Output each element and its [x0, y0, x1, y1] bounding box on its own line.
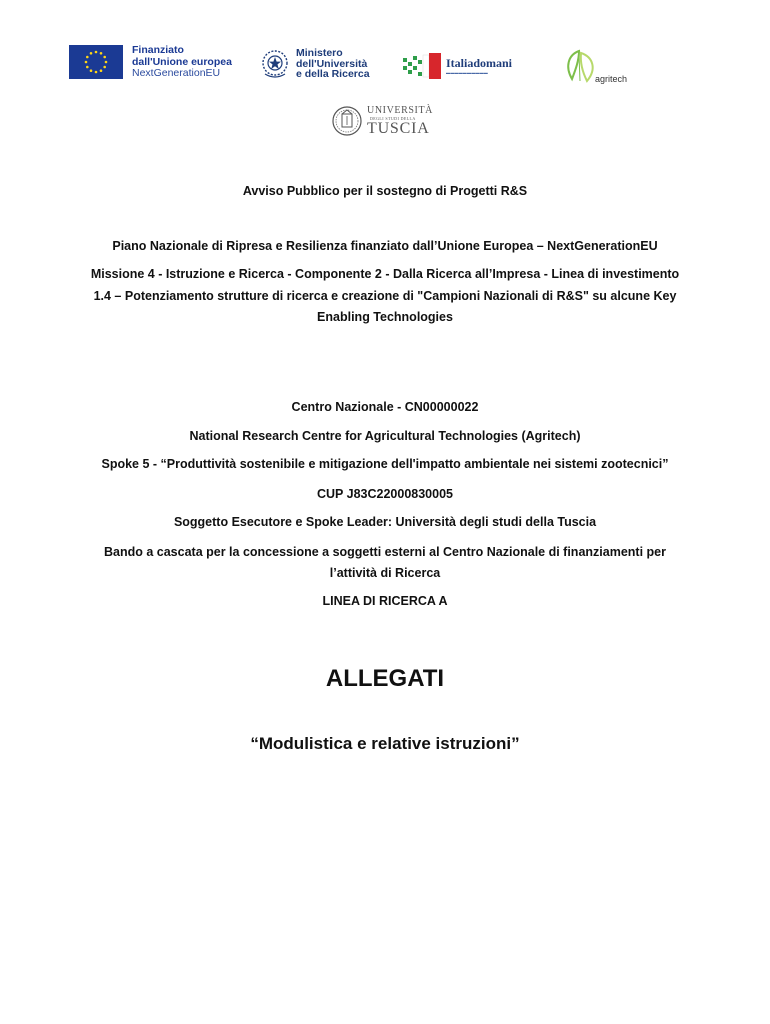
public-notice-title: Avviso Pubblico per il sostegno di Progetti R&S — [242, 184, 528, 198]
italiadomani-flag-icon — [402, 52, 442, 80]
university-logo-line3: TUSCIA — [367, 120, 430, 137]
ministry-logo-line1: Ministero — [296, 47, 343, 60]
executor-line: Soggetto Esecutore e Spoke Leader: Università degli studi della Tuscia — [173, 515, 597, 529]
mission-line-2: 1.4 – Potenziamento strutture di ricerca e creazione di "Campioni Nazionali di R&S" su alcune Key — [93, 289, 677, 303]
mission-line-1: Missione 4 - Istruzione e Ricerca - Componente 2 - Dalla Ricerca all’Impresa - Linea di investimento — [90, 267, 680, 281]
university-logo-line1: UNIVERSITÀ — [367, 105, 433, 116]
university-logo — [331, 104, 433, 138]
ministry-logo — [259, 47, 370, 81]
republic-emblem-icon — [259, 47, 291, 81]
eu-logo-line3: NextGenerationEU — [132, 67, 221, 79]
national-centre-line: Centro Nazionale - CN00000022 — [291, 400, 479, 414]
eu-logo-line1: Finanziato — [132, 44, 184, 56]
italiadomani-name: Italiadomani — [446, 56, 513, 70]
mission-line-3: Enabling Technologies — [317, 310, 453, 324]
italiadomani-logo — [402, 52, 512, 80]
call-line-2: l’attività di Ricerca — [329, 566, 441, 580]
eu-flag-icon — [69, 45, 123, 79]
attachments-subheading: “Modulistica e relative istruzioni” — [250, 734, 520, 753]
italiadomani-tagline-mark: ▬▬▬▬▬▬▬▬▬▬ — [446, 70, 488, 75]
attachments-heading: ALLEGATI — [325, 665, 445, 692]
ministry-logo-line3: e della Ricerca — [296, 68, 370, 81]
eu-funding-logo — [69, 45, 232, 80]
research-line-label: LINEA DI RICERCA A — [322, 594, 448, 608]
spoke-line: Spoke 5 - “Produttività sostenibile e mitigazione dell'impatto ambientale nei sistemi zootecnici” — [101, 457, 669, 471]
university-seal-icon — [331, 104, 363, 138]
cup-code-line: CUP J83C22000830005 — [317, 487, 453, 501]
agritech-logo — [563, 47, 643, 87]
agritech-name: agritech — [595, 74, 628, 84]
recovery-plan-line: Piano Nazionale di Ripresa e Resilienza finanziato dall’Unione Europea – NextGenerationEU — [112, 239, 658, 253]
call-line-1: Bando a cascata per la concessione a soggetti esterni al Centro Nazionale di finanziamenti per — [104, 545, 666, 559]
research-centre-line: National Research Centre for Agricultural Technologies (Agritech) — [189, 429, 581, 443]
eu-logo-line2: dall'Unione europea — [132, 55, 232, 68]
university-logo-line2: DEGLI STUDI DELLA — [370, 116, 416, 121]
ministry-logo-line2: dell'Università — [296, 57, 368, 70]
